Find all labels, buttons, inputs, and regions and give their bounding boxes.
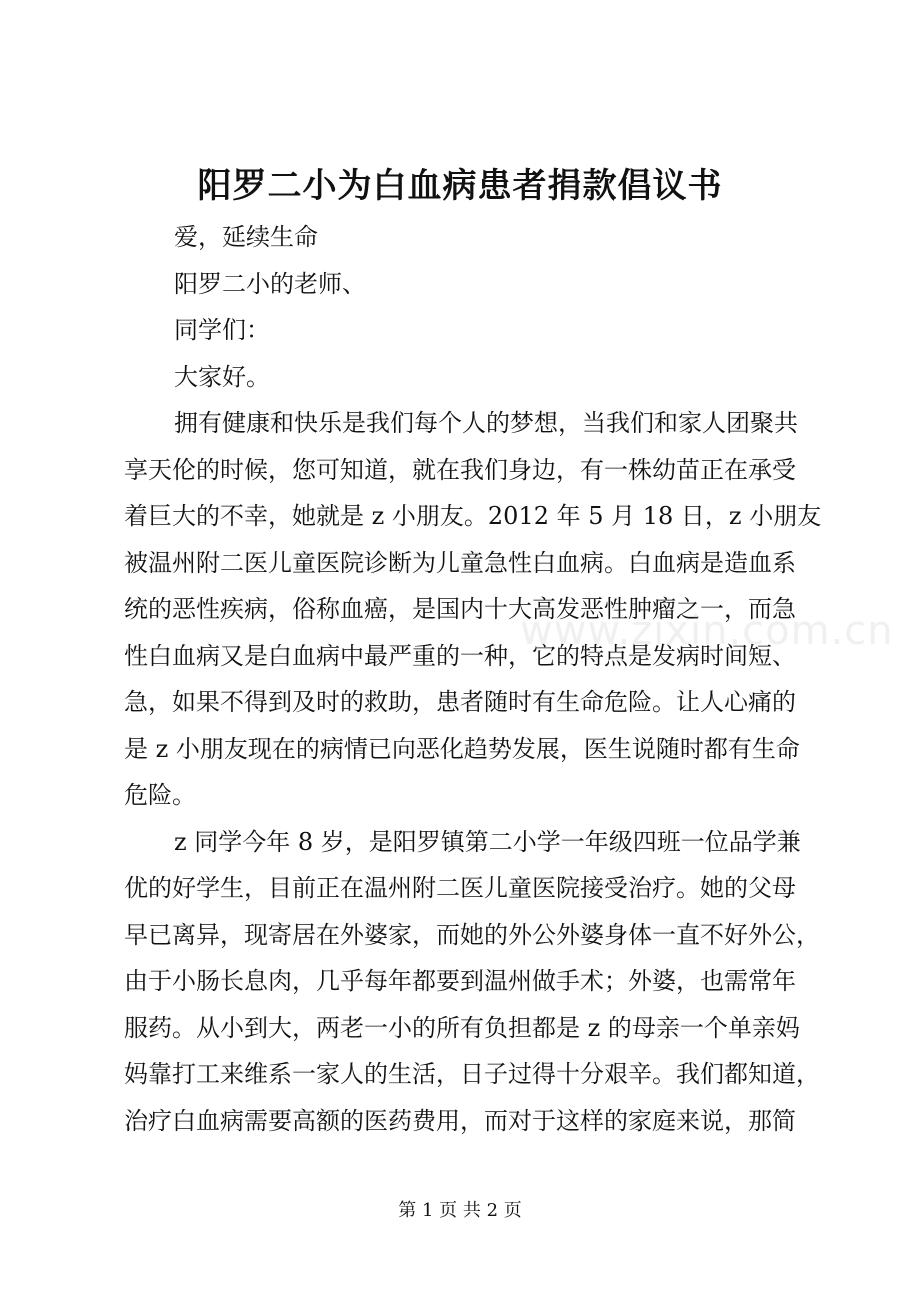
- text-line: 大家好。: [174, 362, 270, 391]
- text-line: 是 z 小朋友现在的病情已向恶化趋势发展，医生说随时都有生命: [124, 734, 800, 763]
- document-title: 阳罗二小为白血病患者捐款倡议书: [197, 166, 723, 206]
- text-line: 妈靠打工来维系一家人的生活，日子过得十分艰辛。我们都知道，: [124, 1060, 820, 1088]
- text-line: 爱，延续生命: [174, 223, 318, 251]
- text-line: 享天伦的时候，您可知道，就在我们身边，有一株幼苗正在承受: [124, 455, 796, 484]
- text-line: 危险。: [124, 781, 196, 809]
- watermark: www.zixin.com.cn: [520, 608, 894, 654]
- text-line: 早已离异，现寄居在外婆家，而她的外公外婆身体一直不好外公，: [124, 920, 820, 949]
- text-line: 服药。从小到大，两老一小的所有负担都是 z 的母亲一个单亲妈: [124, 1013, 800, 1042]
- text-line: 统的恶性疾病，俗称血癌，是国内十大高发恶性肿瘤之一，而急: [124, 595, 796, 623]
- text-line: 拥有健康和快乐是我们每个人的梦想，当我们和家人团聚共: [174, 409, 798, 437]
- text-line: 优的好学生，目前正在温州附二医儿童医院接受治疗。她的父母: [124, 874, 796, 902]
- document-body: [124, 214, 822, 1144]
- text-line: 性白血病又是白血病中最严重的一种，它的特点是发病时间短、: [124, 641, 796, 670]
- text-line: 着巨大的不幸，她就是 z 小朋友。2012 年 5 月 18 日，z 小朋友: [124, 502, 822, 530]
- text-line: 治疗白血病需要高额的医药费用，而对于这样的家庭来说，那简: [124, 1106, 796, 1135]
- page-indicator: 第 1 页 共 2 页: [398, 1200, 522, 1221]
- text-line: 同学们：: [174, 316, 270, 344]
- text-line: 急，如果不得到及时的救助，患者随时有生命危险。让人心痛的: [124, 688, 796, 716]
- text-line: z 同学今年 8 岁，是阳罗镇第二小学一年级四班一位品学兼: [174, 827, 801, 856]
- text-line: 阳罗二小的老师、: [174, 269, 366, 298]
- text-line: 被温州附二医儿童医院诊断为儿童急性白血病。白血病是造血系: [124, 548, 796, 577]
- text-line: 由于小肠长息肉，几乎每年都要到温州做手术；外婆，也需常年: [124, 967, 796, 995]
